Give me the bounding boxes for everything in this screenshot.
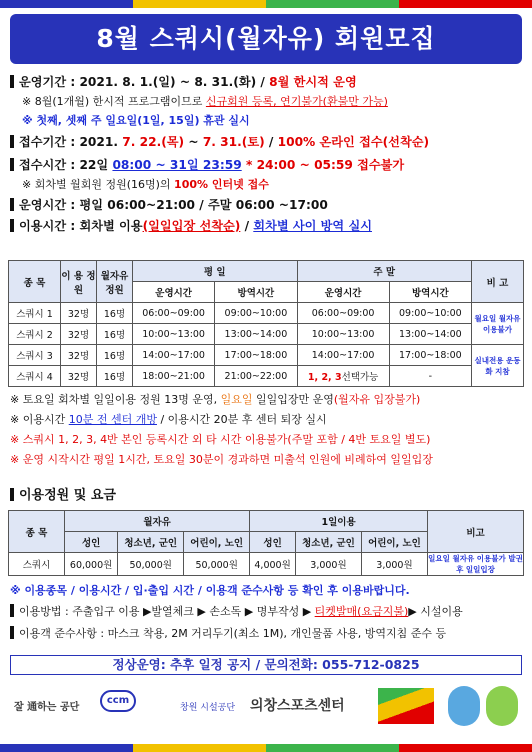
footer — [0, 684, 532, 736]
rules-line: 이용객 준수사항 : 마스크 착용, 2M 거리두기(최소 1M), 개인물품 사용, 방역지침 준수 등 — [10, 626, 446, 642]
table-row: 스쿼시 1 32명 16명 06:00~09:00 09:00~10:00 06:00~09:00 09:00~10:00 월요일 월자유 이용불가 — [9, 303, 524, 324]
closed-note: ※ 첫째, 셋째 주 일요일(1일, 15일) 휴관 실시 — [22, 114, 250, 127]
mascot-icon — [448, 686, 480, 726]
apply-period-line: 접수기간 : 2021. 7. 22.(목) ~ 7. 31.(토) / 100% 온라인 접수(선착순) — [10, 134, 429, 150]
schedule-table — [8, 260, 524, 387]
header-we-op: 운영시간 — [297, 282, 389, 303]
slogan: 잘 通하는 공단 — [14, 702, 80, 713]
operation-time-line: 운영시간 : 평일 06:00~21:00 / 주말 06:00 ~17:00 — [10, 197, 328, 213]
warning-line: ※ 이용종목 / 이용시간 / 입·출입 시간 / 이용객 준수사항 등 확인 후 이용바랍니다. — [10, 584, 410, 597]
mascot-icon — [486, 686, 518, 726]
method-line: 이용방법 : 주출입구 이용 ▶발열체크 ▶ 손소독 ▶ 명부작성 ▶ 티켓발매(요금지불)▶ 시설이용 — [10, 604, 463, 620]
bar-blue — [0, 0, 133, 8]
top-color-bar — [0, 0, 532, 8]
note-late: ※ 운영 시작시간 평일 1시간, 토요일 30분이 경과하면 미출석 인원에 비례하여 일일입장 — [10, 453, 433, 466]
usage-time-line: 이용시간 : 회차별 이용(일일입장 선착순) / 회차별 사이 방역 실시 — [10, 218, 372, 234]
header-we-clean: 방역시간 — [389, 282, 471, 303]
header-monthly: 월자유 정원 — [97, 261, 133, 303]
table-row: 스쿼시 2 32명 16명 10:00~13:00 13:00~14:00 10:00~13:00 13:00~14:00 — [9, 324, 524, 345]
center-logo: 의창스포츠센터 — [250, 698, 345, 714]
header-wd-op: 운영시간 — [133, 282, 215, 303]
header-note: 비 고 — [472, 261, 524, 303]
note-monday: 월요일 월자유 이용불가 — [472, 303, 524, 345]
bottom-color-bar — [0, 744, 532, 752]
period-note: ※ 8월(1개월) 한시적 프로그램이므로 신규회원 등록, 연기불가(환불만 가능) — [22, 95, 388, 108]
apply-note: ※ 회차별 월회원 정원(16명)의 100% 인터넷 접수 — [22, 178, 269, 191]
period-line: 운영기간 : 2021. 8. 1.(일) ~ 8. 31.(화) / 8월 한시적 운영 — [10, 74, 357, 90]
fee-title: 이용정원 및 요금 — [10, 488, 116, 504]
org-logo: 창원 시설공단 — [180, 703, 236, 713]
note-open: ※ 이용시간 10분 전 센터 개방 / 이용시간 20분 후 센터 퇴장 실시 — [10, 413, 327, 426]
contact-bar: 정상운영: 추후 일정 공지 / 문의전화: 055-712-0825 — [10, 655, 522, 675]
bar-green — [266, 0, 399, 8]
table-row: 스쿼시 4 32명 16명 18:00~21:00 21:00~22:00 1, 2, 3선택가능 - — [9, 366, 524, 387]
apply-time-line: 접수시간 : 22일 08:00 ~ 31일 23:59 * 24:00 ~ 05:59 접수불가 — [10, 157, 404, 173]
note-saturday: ※ 토요일 회차별 일일이용 정원 13명 운영, 일요일 일일입장만 운영(월자유 입장불가) — [10, 393, 421, 406]
flag-logo — [378, 688, 434, 724]
fee-table: 종 목 월자유 1일이용 비고 성인 청소년, 군인 어린이, 노인 성인 청소년, 군인 어린이, 노인 스쿼시 60,000원 50,000원 50,000원 4,000원 3,000원 3,000원 일요일 월자유 이용불가 발권 후 일일입장 — [8, 510, 524, 576]
bar-yellow — [133, 0, 266, 8]
ccm-logo: ccm — [100, 690, 136, 712]
note-restrict: ※ 스쿼시 1, 2, 3, 4반 본인 등록시간 외 타 시간 이용불가(주말 포함 / 4반 토요일 별도) — [10, 433, 431, 446]
page-title: 8월 스쿼시(월자유) 회원모집 — [10, 14, 522, 64]
bar-red — [399, 0, 532, 8]
table-row: 스쿼시 3 32명 16명 14:00~17:00 17:00~18:00 14:00~17:00 17:00~18:00 실내전용 운동화 지참 — [9, 345, 524, 366]
table-row: 스쿼시 60,000원 50,000원 50,000원 4,000원 3,000원 3,000원 일요일 월자유 이용불가 발권 후 일일입장 — [9, 553, 524, 576]
header-weekday: 평 일 — [133, 261, 298, 282]
header-wd-clean: 방역시간 — [215, 282, 297, 303]
header-capacity: 이 용 정 원 — [61, 261, 97, 303]
header-item: 종 목 — [9, 261, 61, 303]
header-weekend: 주 말 — [297, 261, 471, 282]
note-shoes: 실내전용 운동화 지참 — [472, 345, 524, 387]
